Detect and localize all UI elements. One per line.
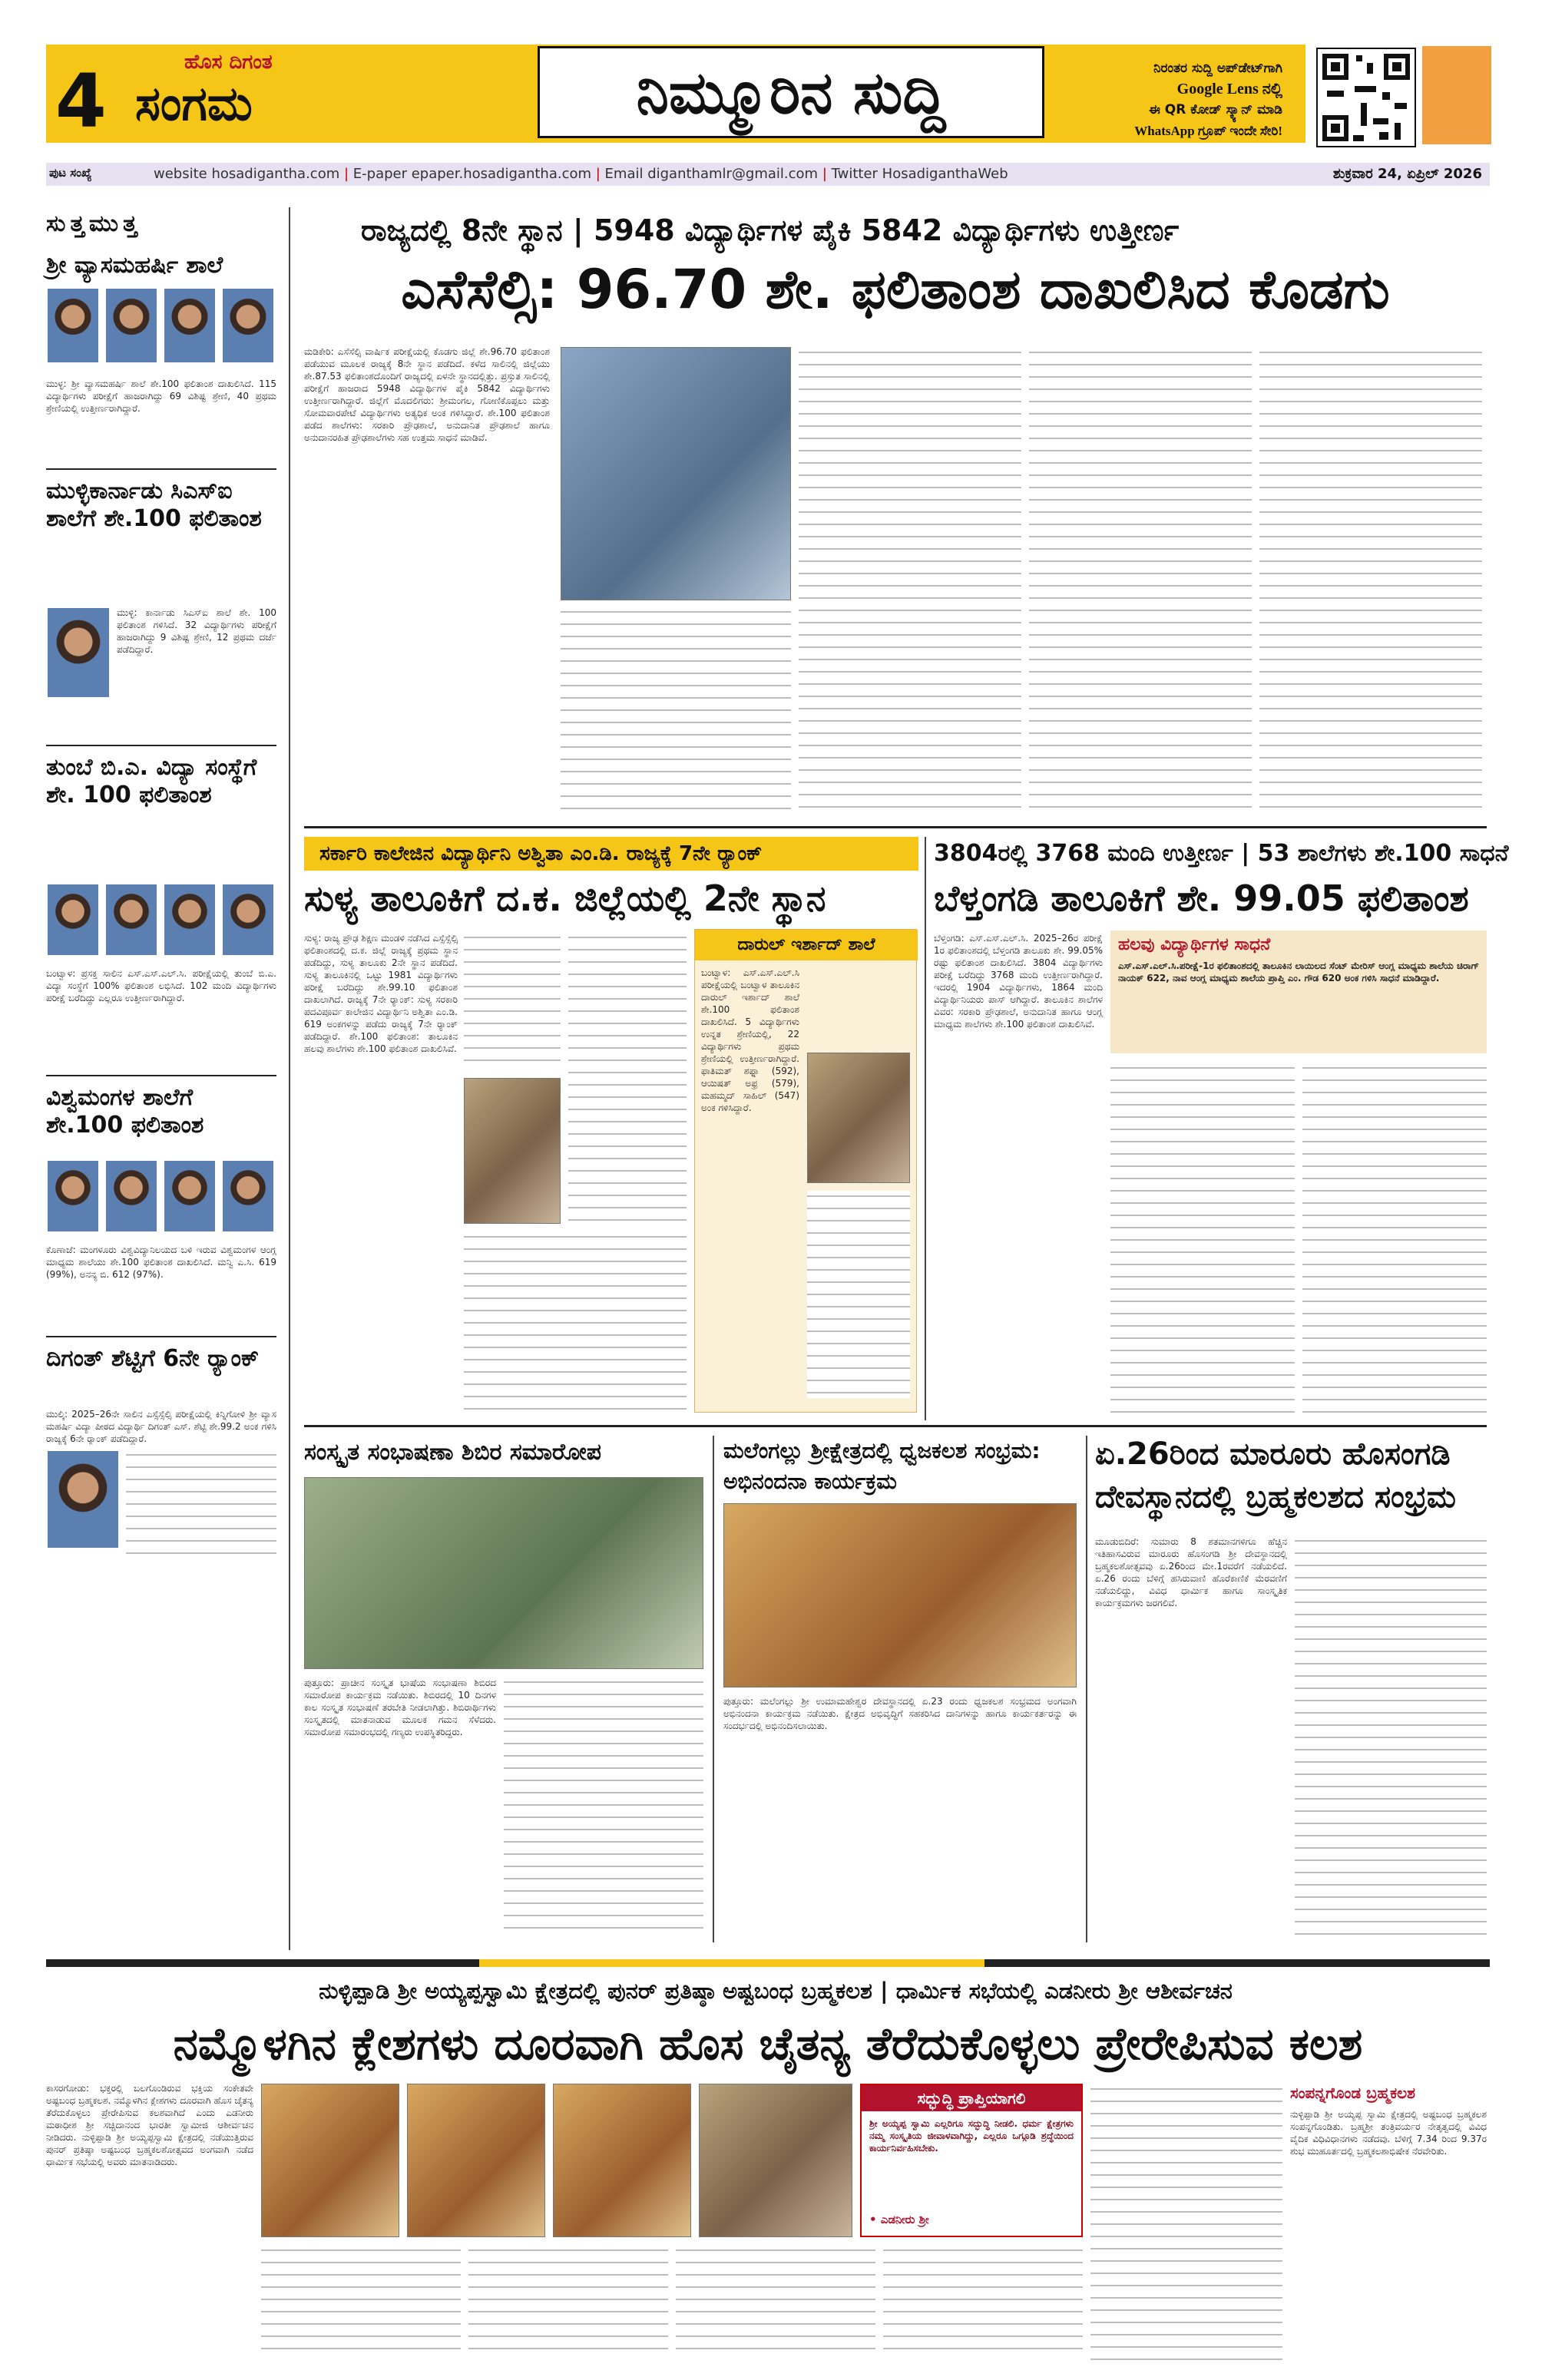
bottom-body-column bbox=[1090, 2084, 1282, 2360]
divider bbox=[46, 1336, 276, 1337]
column-rule bbox=[1086, 1436, 1087, 1942]
bottom-body-column bbox=[468, 2245, 668, 2360]
student-photo bbox=[221, 1159, 275, 1233]
bottom-kicker: ನುಳ್ಳಿಪ್ಪಾಡಿ ಶ್ರೀ ಅಯ್ಯಪ್ಪಸ್ವಾಮಿ ಕ್ಷೇತ್ರದಲ್ಲಿ ಪುನರ್ ಪ್ರತಿಷ್ಠಾ ಅಷ್ಟಬಂಧ ಬ್ರಹ್ಮಕಲಶ | ಧಾರ್ಮಿಕ ಸಭೆಯಲ್ಲಿ ಎಡನೀರು ಶ್ರೀ ಆಶೀರ್ವಚನ bbox=[319, 1978, 1233, 2004]
malengallu-body: ಪುತ್ತೂರು: ಮಲೆಂಗಲ್ಲು ಶ್ರೀ ಉಮಾಮಹೇಶ್ವರ ದೇವಸ್ಥಾನದಲ್ಲಿ ಏ.23 ರಂದು ಧ್ವಜಕಲಶ ಸಂಭ್ರಮದ ಅಂಗವಾಗಿ ಅಭಿನಂದನಾ ಕಾರ್ಯಕ್ರಮ ನಡೆಯಿತು. ಕ್ಷೇತ್ರದ ಅಭಿವೃದ್ಧಿಗೆ ಸಹಕರಿಸಿದ ದಾನಿಗಳನ್ನು ಹಾಗೂ ಕಾರ್ಯಕರ್ತರನ್ನು ಈ ಸಂದರ್ಭದಲ್ಲಿ ಅಭಿನಂದಿಸಲಾಯಿತು. bbox=[723, 1696, 1077, 1731]
sidebar bbox=[46, 207, 276, 1950]
student-photo bbox=[46, 607, 111, 699]
student-photo bbox=[104, 1159, 158, 1233]
qr-line-4: WhatsApp ಗ್ರೂಪ್ ಇಂದೇ ಸೇರಿ! bbox=[1134, 124, 1282, 138]
sidebar-body-2: ಮುಳ್ಳಿ: ಕಾರ್ನಾಡು ಸಿಎಸ್‌ಐ ಶಾಲೆ ಶೇ. 100 ಫಲಿತಾಂಶ ಗಳಿಸಿದೆ. 32 ವಿದ್ಯಾರ್ಥಿಗಳು ಪರೀಕ್ಷೆಗೆ ಹಾಜರಾಗಿದ್ದು 9 ವಿಶಿಷ್ಟ ಶ್ರೇಣಿ, 12 ಪ್ರಥಮ ದರ್ಜೆ ಪಡೆದಿದ್ದಾರೆ. bbox=[117, 607, 276, 655]
lead-headline: ಎಸೆಸೆಲ್ಸಿ: 96.70 ಶೇ. ಫಲಿತಾಂಶ ದಾಖಲಿಸಿದ ಕೊಡಗು bbox=[401, 258, 1390, 321]
student-photo bbox=[46, 1449, 120, 1549]
qr-code[interactable] bbox=[1316, 48, 1416, 147]
info-left-tag: ಪುಟ ಸಂಖ್ಯೆ bbox=[49, 166, 92, 180]
link-separator: | bbox=[822, 166, 832, 182]
sidebar-heading-4: ವಿಶ್ವಮಂಗಳ ಶಾಲೆಗೆ ಶೇ.100 ಫಲಿತಾಂಶ bbox=[46, 1084, 204, 1139]
student-photo bbox=[163, 883, 217, 957]
lead-body-column bbox=[799, 347, 1021, 814]
bottom-headline: ನಮ್ಮೊಳಗಿನ ಕ್ಲೇಶಗಳು ದೂರವಾಗಿ ಹೊಸ ಚೈತನ್ಯ ತೆರೆದುಕೊಳ್ಳಲು ಪ್ರೇರೇಪಿಸುವ ಕಲಶ bbox=[173, 2018, 1363, 2070]
sanskrit-body: ಪುತ್ತೂರು: ಪ್ರಾಚೀನ ಸಂಸ್ಕೃತ ಭಾಷೆಯ ಸಂಭಾಷಣಾ ಶಿಬಿರದ ಸಮಾರೋಪ ಕಾರ್ಯಕ್ರಮ ನಡೆಯಿತು. ಶಿಬಿರದಲ್ಲಿ 10 ದಿನಗಳ ಕಾಲ ಸಂಸ್ಕೃತ ಸಂಭಾಷಣೆ ತರಬೇತಿ ನೀಡಲಾಗಿತ್ತು. ಶಿಬಿರಾರ್ಥಿಗಳು ಸಂಸ್ಕೃತದಲ್ಲಿ ಮಾತನಾಡುವ ಮೂಲಕ ಗಮನ ಸೆಳೆದರು. ಸಮಾರೋಪ ಸಮಾರಂಭದಲ್ಲಿ ಗಣ್ಯರು ಉಪಸ್ಥಿತರಿದ್ದರು. bbox=[304, 1678, 496, 1737]
lead-body-column bbox=[1259, 347, 1482, 814]
bottom-body-column bbox=[676, 2245, 875, 2360]
sub-box-body: ಶ್ರೀ ಅಯ್ಯಪ್ಪ ಸ್ವಾಮಿ ಎಲ್ಲರಿಗೂ ಸದ್ಭುದ್ಧಿ ನೀಡಲಿ. ಧರ್ಮ ಕ್ಷೇತ್ರಗಳು ನಮ್ಮ ಸಂಸ್ಕೃತಿಯ ಜೀವಾಳವಾಗಿದ್ದು, ಎಲ್ಲರೂ ಒಗ್ಗೂಡಿ ಶ್ರದ್ಧೆಯಿಂದ ಕಾರ್ಯನಿರ್ವಹಿಸಬೇಕು. bbox=[869, 2118, 1074, 2154]
student-photo bbox=[163, 1159, 217, 1233]
bottom-photo-2 bbox=[407, 2084, 545, 2237]
section-divider-bar bbox=[46, 1959, 1490, 1967]
bottom-body: ಕಾಸರಗೋಡು: ಭಕ್ತರಲ್ಲಿ ಬಲಗೊಂಡಿರುವ ಭಕ್ತಿಯ ಸಂಕೇತವೇ ಅಷ್ಟಬಂಧ ಬ್ರಹ್ಮಕಲಶ. ನಮ್ಮೊಳಗಿನ ಕ್ಲೇಶಗಳು ದೂರವಾಗಿ ಹೊಸ ಚೈತನ್ಯ ತೆರೆದುಕೊಳ್ಳಲು ಪ್ರೇರೇಪಿಸುವ ಕಲಶವಾಗಿದೆ ಎಂದು ಎಡನೀರು ಮಠಾಧೀಶ ಶ್ರೀ ಸಚ್ಚಿದಾನಂದ ಭಾರತೀ ಸ್ವಾಮೀಜಿ ಆಶೀರ್ವಚನ ನೀಡಿದರು. ನುಳ್ಳಿಪ್ಪಾಡಿ ಶ್ರೀ ಅಯ್ಯಪ್ಪಸ್ವಾಮಿ ಕ್ಷೇತ್ರದಲ್ಲಿ ನಡೆಯುತ್ತಿರುವ ಪುನರ್ ಪ್ರತಿಷ್ಠಾ ಅಷ್ಟಬಂಧ ಬ್ರಹ್ಮಕಲಶೋತ್ಸವದ ಅಂಗವಾಗಿ ನಡೆದ ಧಾರ್ಮಿಕ ಸಭೆಯಲ್ಲಿ ಅವರು ಮಾತನಾಡಿದರು. bbox=[46, 2083, 253, 2167]
darul-body-continued bbox=[807, 1191, 910, 1398]
sullia-topper-photo bbox=[464, 1078, 561, 1224]
toppers-body: ಎಸ್.ಎಸ್.ಎಲ್.ಸಿ.ಪರೀಕ್ಷೆ-1ರ ಫಲಿತಾಂಶದಲ್ಲಿ ತಾಲೂಕಿನ ಲಾಯಿಲದ ಸೆಂಟ್ ಮೇರಿಸ್ ಆಂಗ್ಲ ಮಾಧ್ಯಮ ಶಾಲೆಯ ಚಿರಾಗ್ ನಾಯಕ್ 622, ನಾವ ಆಂಗ್ಲ ಮಾಧ್ಯಮ ಶಾಲೆಯ ಪ್ರಾಪ್ತಿ ಎಂ. ಗೌಡ 620 ಅಂಕ ಗಳಿಸಿ ಸಾಧನೆ ಮಾಡಿದ್ದಾರೆ. bbox=[1118, 960, 1479, 983]
lead-body-column bbox=[1029, 347, 1252, 814]
sanskrit-body-column bbox=[504, 1677, 703, 1938]
qr-line-2: Google Lens ನಲ್ಲಿ bbox=[1176, 81, 1282, 98]
belthangady-kicker: 3804ರಲ್ಲಿ 3768 ಮಂದಿ ಉತ್ತೀರ್ಣ | 53 ಶಾಲೆಗಳು ಶೇ.100 ಸಾಧನೆ bbox=[934, 840, 1509, 867]
epaper-link[interactable]: E-paper epaper.hosadigantha.com bbox=[352, 166, 592, 182]
divider bbox=[46, 468, 276, 470]
sidebar-body-5: ಮುಲ್ಕಿ: 2025–26ನೇ ಸಾಲಿನ ಎಸ್ಸೆಸ್ಸೆಲ್ಸಿ ಪರೀಕ್ಷೆಯಲ್ಲಿ ಕಿನ್ನಿಗೋಳಿ ಶ್ರೀ ವ್ಯಾಸ ಮಹರ್ಷಿ ವಿದ್ಯಾ ಪೀಠದ ವಿದ್ಯಾರ್ಥಿ ದಿಗಂತ್ ಎಸ್. ಶೆಟ್ಟಿ ಶೇ.99.2 ಅಂಕ ಗಳಿಸಿ ರಾಜ್ಯಕ್ಕೆ 6ನೇ ರ್‍ಯಾಂಕ್ ಪಡೆದಿದ್ದಾರೆ. bbox=[46, 1409, 276, 1444]
lead-body: ಮಡಿಕೇರಿ: ಎಸೆಸೆಲ್ಸಿ ವಾರ್ಷಿಕ ಪರೀಕ್ಷೆಯಲ್ಲಿ ಕೊಡಗು ಜಿಲ್ಲೆ ಶೇ.96.70 ಫಲಿತಾಂಶ ಪಡೆಯುವ ಮೂಲಕ ರಾಜ್ಯಕ್ಕೆ 8ನೇ ಸ್ಥಾನ ಪಡೆದಿದೆ. ಕಳೆದ ಸಾಲಿನಲ್ಲಿ ಜಿಲ್ಲೆಯು ಶೇ.87.53 ಫಲಿತಾಂಶದೊಂದಿಗೆ ರಾಜ್ಯದಲ್ಲಿ ಏಳನೇ ಸ್ಥಾನದಲ್ಲಿತ್ತು. ಪ್ರಸ್ತುತ ಸಾಲಿನಲ್ಲಿ ಪರೀಕ್ಷೆಗೆ ಹಾಜರಾದ 5948 ವಿದ್ಯಾರ್ಥಿಗಳ ಪೈಕಿ 5842 ವಿದ್ಯಾರ್ಥಿಗಳು ಉತ್ತೀರ್ಣರಾಗಿದ್ದಾರೆ. ಜಿಲ್ಲೆಗೆ ಮೊದಲಿಗರು: ಶ್ರೀಮಂಗಲ, ಗೋಣಿಕೊಪ್ಪಲು ಮತ್ತು ಸೋಮವಾರಪೇಟೆ ವಿದ್ಯಾರ್ಥಿಗಳು ಅತ್ಯಧಿಕ ಅಂಕ ಗಳಿಸಿದ್ದಾರೆ. ಶೇ.100 ಫಲಿತಾಂಶ ಪಡೆದ ಶಾಲೆಗಳು: ಸರಕಾರಿ ಪ್ರೌಢಶಾಲೆ, ಅನುದಾನಿತ ಪ್ರೌಢಶಾಲೆ ಹಾಗೂ ಅನುದಾನರಹಿತ ಪ್ರೌಢಶಾಲೆಗಳು ಸಹ ಉತ್ತಮ ಸಾಧನೆ ಮಾಡಿವೆ. bbox=[304, 346, 550, 443]
malengallu-event-photo bbox=[723, 1503, 1077, 1687]
student-photos-4 bbox=[46, 1159, 276, 1236]
bottom-photo-3 bbox=[553, 2084, 691, 2237]
student-photo bbox=[163, 287, 217, 364]
column-rule bbox=[925, 837, 926, 1420]
sub-box bbox=[860, 2084, 1083, 2237]
link-separator: | bbox=[343, 166, 353, 182]
sidebar-body-5-continued bbox=[126, 1449, 276, 1557]
link-separator: | bbox=[595, 166, 605, 182]
bottom-body-column bbox=[883, 2245, 1083, 2360]
student-photo bbox=[221, 287, 275, 364]
toppers-heading: ಹಲವು ವಿದ್ಯಾರ್ಥಿಗಳ ಸಾಧನೆ bbox=[1118, 935, 1271, 954]
lead-photo-exam-hall bbox=[561, 347, 791, 600]
darul-box bbox=[694, 929, 917, 1413]
student-photo bbox=[46, 1159, 100, 1233]
sullia-body: ಸುಳ್ಯ: ರಾಜ್ಯ ಪ್ರೌಢ ಶಿಕ್ಷಣ ಮಂಡಳಿ ನಡೆಸಿದ ಎಸ್ಸೆಸ್ಸೆಲ್ಸಿ ಫಲಿತಾಂಶದಲ್ಲಿ ದ.ಕ. ಜಿಲ್ಲೆ ರಾಜ್ಯಕ್ಕೆ ಪ್ರಥಮ ಸ್ಥಾನ ಪಡೆದಿದ್ದು, ಸುಳ್ಯ ತಾಲೂಕು 2ನೇ ಸ್ಥಾನ ಪಡೆದಿದೆ. ಸುಳ್ಯ ತಾಲೂಕಿನಲ್ಲಿ ಒಟ್ಟು 1981 ವಿದ್ಯಾರ್ಥಿಗಳು ಪರೀಕ್ಷೆ ಬರೆದಿದ್ದು ಶೇ.99.10 ಫಲಿತಾಂಶ ದಾಖಲಾಗಿದೆ. ರಾಜ್ಯಕ್ಕೆ 7ನೇ ರ್‍ಯಾಂಕ್: ಸುಳ್ಯ ಸರಕಾರಿ ಪದವಿಪೂರ್ವ ಕಾಲೇಜಿನ ವಿದ್ಯಾರ್ಥಿನಿ ಅಶ್ವಿತಾ ಎಂ.ಡಿ. 619 ಅಂಕಗಳನ್ನು ಪಡೆದು ರಾಜ್ಯಕ್ಕೆ 7ನೇ ರ್‍ಯಾಂಕ್ ಪಡೆದಿದ್ದಾರೆ. ಶೇ.100 ಫಲಿತಾಂಶ: ತಾಲೂಕಿನ ಹಲವು ಶಾಲೆಗಳು ಶೇ.100 ಫಲಿತಾಂಶ ದಾಖಲಿಸಿವೆ. bbox=[304, 933, 458, 1054]
info-links bbox=[154, 166, 1008, 182]
belthangady-headline: ಬೆಳ್ತಂಗಡಿ ತಾಲೂಕಿಗೆ ಶೇ. 99.05 ಫಲಿತಾಂಶ bbox=[934, 878, 1469, 919]
sidebar-body-4: ಕೊಣಾಜೆ: ಮಂಗಳೂರು ವಿಶ್ವವಿದ್ಯಾನಿಲಯದ ಬಳಿ ಇರುವ ವಿಶ್ವಮಂಗಳ ಆಂಗ್ಲ ಮಾಧ್ಯಮ ಶಾಲೆಯು ಶೇ.100 ಫಲಿತಾಂಶ ದಾಖಲಿಸಿದೆ. ಮನ್ವಿ ಎ.ಸಿ. 619 (99%), ಅನನ್ಯ ಬಿ. 612 (97%). bbox=[46, 1245, 276, 1280]
bottom-body-column bbox=[261, 2245, 461, 2360]
darul-student-photo bbox=[807, 1053, 910, 1183]
lead-body-continued bbox=[561, 607, 791, 814]
maruru-headline: ಏ.26ರಿಂದ ಮಾರೂರು ಹೊಸಂಗಡಿ ದೇವಸ್ಥಾನದಲ್ಲಿ ಬ್ರಹ್ಮಕಲಶದ ಸಂಭ್ರಮ bbox=[1095, 1436, 1456, 1515]
twitter-link[interactable]: Twitter HosadiganthaWeb bbox=[831, 166, 1008, 182]
sub-box-heading: ಸದ್ಭುದ್ಧಿ ಪ್ರಾಪ್ತಿಯಾಗಲಿ bbox=[862, 2085, 1081, 2111]
page-number: 4 bbox=[55, 58, 107, 144]
email-link[interactable]: Email diganthamlr@gmail.com bbox=[604, 166, 819, 182]
maruru-body: ಮೂಡುಬಿದಿರೆ: ಸುಮಾರು 8 ಶತಮಾನಗಳಿಗೂ ಹೆಚ್ಚಿನ ಇತಿಹಾಸವಿರುವ ಮಾರೂರು ಹೊಸಂಗಡಿ ಶ್ರೀ ದೇವಸ್ಥಾನದಲ್ಲಿ ಬ್ರಹ್ಮಕಲಶೋತ್ಸವವು ಏ.26ರಿಂದ ಮೇ.1ರವರೆಗೆ ನಡೆಯಲಿದೆ. ಏ.26 ರಂದು ಬೆಳಿಗ್ಗೆ ಹಸಿರುವಾಣಿ ಹೊರೆಕಾಣಿಕೆ ಮೆರವಣಿಗೆ ನಡೆಯಲಿದ್ದು, ವಿವಿಧ ಧಾರ್ಮಿಕ ಹಾಗೂ ಸಾಂಸ್ಕೃತಿಕ ಕಾರ್ಯಕ್ರಮಗಳು ಜರಗಲಿವೆ. bbox=[1095, 1536, 1287, 1608]
student-photo bbox=[46, 287, 100, 364]
sidebar-column-label: ಸುತ್ತಮುತ್ತ bbox=[46, 210, 142, 237]
student-photo bbox=[46, 883, 100, 957]
bottom-photo-4 bbox=[699, 2084, 852, 2237]
darul-body: ಬಂಟ್ವಾಳ: ಎಸ್.ಎಸ್.ಎಲ್.ಸಿ ಪರೀಕ್ಷೆಯಲ್ಲಿ ಬಂಟ್ವಾಳ ತಾಲೂಕಿನ ದಾರುಲ್ ಇರ್ಶಾದ್ ಶಾಲೆ ಶೇ.100 ಫಲಿತಾಂಶ ದಾಖಲಿಸಿದೆ. 5 ವಿದ್ಯಾರ್ಥಿಗಳು ಉನ್ನತ ಶ್ರೇಣಿಯಲ್ಲಿ, 22 ವಿದ್ಯಾರ್ಥಿಗಳು ಪ್ರಥಮ ಶ್ರೇಣಿಯಲ್ಲಿ ಉತ್ತೀರ್ಣರಾಗಿದ್ದಾರೆ. ಫಾತಿಮತ್ ಶಫ್ನಾ (592), ಆಯಿಷತ್ ಅಫ್ರ (579), ಮಹಮ್ಮದ್ ಸಾಹಿಲ್ (547) ಅಂಕ ಗಳಿಸಿದ್ದಾರೆ. bbox=[701, 967, 799, 1113]
divider bbox=[304, 826, 1487, 828]
sanskrit-group-photo bbox=[304, 1477, 703, 1669]
sullia-body-continued bbox=[464, 932, 561, 1070]
bottom-photo-1 bbox=[261, 2084, 399, 2237]
lead-kicker: ರಾಜ್ಯದಲ್ಲಿ 8ನೇ ಸ್ಥಾನ | 5948 ವಿದ್ಯಾರ್ಥಿಗಳ ಪೈಕಿ 5842 ವಿದ್ಯಾರ್ಥಿಗಳು ಉತ್ತೀರ್ಣ bbox=[361, 213, 1180, 247]
sidebar-heading-5: ದಿಗಂತ್ ಶೆಟ್ಟಿಗೆ 6ನೇ ರ್‍ಯಾಂಕ್ bbox=[46, 1345, 260, 1372]
side-body: ನುಳ್ಳಿಪ್ಪಾಡಿ ಶ್ರೀ ಅಯ್ಯಪ್ಪ ಸ್ವಾಮಿ ಕ್ಷೇತ್ರದಲ್ಲಿ ಅಷ್ಟಬಂಧ ಬ್ರಹ್ಮಕಲಶ ಸಂಪನ್ನಗೊಂಡಿತು. ಬ್ರಹ್ಮಶ್ರೀ ತಂತ್ರಿವರ್ಯರ ನೇತೃತ್ವದಲ್ಲಿ ವಿವಿಧ ವೈದಿಕ ವಿಧಿವಿಧಾನಗಳು ನಡೆದವು. ಬೆಳಿಗ್ಗೆ 7.34 ರಿಂದ 9.37ರ ಶುಭ ಮುಹೂರ್ತದಲ್ಲಿ ಬ್ರಹ್ಮಕಲಶಾಭಿಷೇಕ ನೆರವೇರಿತು. bbox=[1290, 2109, 1487, 2157]
darul-heading: ದಾರುಲ್ ಇರ್ಶಾದ್ ಶಾಲೆ bbox=[695, 930, 918, 960]
website-link[interactable]: website hosadigantha.com bbox=[154, 166, 340, 182]
brand-main: ಸಂಗಮ bbox=[135, 75, 253, 131]
sullia-body-column bbox=[464, 1231, 687, 1416]
belthangady-body-column bbox=[1302, 1063, 1487, 1416]
masthead bbox=[0, 0, 1542, 182]
malengallu-headline: ಮಲೆಂಗಲ್ಲು ಶ್ರೀಕ್ಷೇತ್ರದಲ್ಲಿ ಧ್ವಜಕಲಶ ಸಂಭ್ರಮ: ಅಭಿನಂದನಾ ಕಾರ್ಯಕ್ರಮ bbox=[723, 1438, 1041, 1494]
column-rule bbox=[713, 1436, 714, 1942]
sidebar-vertical-rule bbox=[289, 207, 290, 1950]
side-heading: ಸಂಪನ್ನಗೊಂಡ ಬ್ರಹ್ಮಕಲಶ bbox=[1290, 2084, 1415, 2102]
brand-small: ಹೊಸ ದಿಗಂತ bbox=[184, 51, 273, 74]
sullia-kicker: ಸರ್ಕಾರಿ ಕಾಲೇಜಿನ ವಿದ್ಯಾರ್ಥಿನಿ ಅಶ್ವಿತಾ ಎಂ.ಡಿ. ರಾಜ್ಯಕ್ಕೆ 7ನೇ ರ್‍ಯಾಂಕ್ bbox=[304, 837, 918, 871]
sullia-headline: ಸುಳ್ಯ ತಾಲೂಕಿಗೆ ದ.ಕ. ಜಿಲ್ಲೆಯಲ್ಲಿ 2ನೇ ಸ್ಥಾನ bbox=[304, 878, 826, 919]
student-photos-3 bbox=[46, 883, 276, 960]
divider bbox=[46, 1075, 276, 1076]
belthangady-body: ಬೆಳ್ತಂಗಡಿ: ಎಸ್.ಎಸ್.ಎಲ್.ಸಿ. 2025–26ರ ಪರೀಕ್ಷೆ 1ರ ಫಲಿತಾಂಶದಲ್ಲಿ ಬೆಳ್ತಂಗಡಿ ತಾಲೂಕು ಶೇ. 99.05% ರಷ್ಟು ಫಲಿತಾಂಶ ದಾಖಲಿಸಿದೆ. 3804 ವಿದ್ಯಾರ್ಥಿಗಳು ಪರೀಕ್ಷೆ ಬರೆದಿದ್ದು 3768 ಮಂದಿ ಉತ್ತೀರ್ಣರಾಗಿದ್ದಾರೆ. ಇದರಲ್ಲಿ 1904 ವಿದ್ಯಾರ್ಥಿಗಳು, 1864 ಮಂದಿ ವಿದ್ಯಾರ್ಥಿನಿಯರು ಪಾಸ್ ಆಗಿದ್ದಾರೆ. ತಾಲೂಕಿನ ಶಾಲೆಗಳ ವಿವರ: ಸರಕಾರಿ ಪ್ರೌಢಶಾಲೆ, ಅನುದಾನಿತ ಹಾಗೂ ಆಂಗ್ಲ ಮಾಧ್ಯಮ ಶಾಲೆಗಳು ಶೇ.100 ಫಲಿತಾಂಶ ದಾಖಲಿಸಿವೆ. bbox=[934, 933, 1103, 1030]
masthead-title: ನಿಮ್ಮೂರಿನ ಸುದ್ದಿ bbox=[538, 46, 1044, 138]
sullia-body-column bbox=[568, 932, 687, 1224]
sidebar-heading-1: ಶ್ರೀ ವ್ಯಾಸಮಹರ್ಷಿ ಶಾಲೆ bbox=[46, 252, 223, 279]
sidebar-body-1: ಮುಳ್ಳ: ಶ್ರೀ ವ್ಯಾಸಮಹರ್ಷಿ ಶಾಲೆ ಶೇ.100 ಫಲಿತಾಂಶ ದಾಖಲಿಸಿದೆ. 115 ವಿದ್ಯಾರ್ಥಿಗಳು ಪರೀಕ್ಷೆಗೆ ಹಾಜರಾಗಿದ್ದು 69 ವಿಶಿಷ್ಟ ಶ್ರೇಣಿ, 40 ಪ್ರಥಮ ಶ್ರೇಣಿಯಲ್ಲಿ ಉತ್ತೀರ್ಣರಾಗಿದ್ದಾರೆ. bbox=[46, 378, 276, 414]
sanskrit-headline: ಸಂಸ್ಕೃತ ಸಂಭಾಷಣಾ ಶಿಬಿರ ಸಮಾರೋಪ bbox=[304, 1439, 601, 1466]
issue-date: ಶುಕ್ರವಾರ 24, ಏಪ್ರಿಲ್ 2026 bbox=[1332, 166, 1482, 182]
student-photo bbox=[221, 883, 275, 957]
divider bbox=[304, 1425, 1487, 1427]
qr-line-1: ನಿರಂತರ ಸುದ್ದಿ ಅಪ್‌ಡೇಟ್‌ಗಾಗಿ bbox=[1153, 61, 1282, 76]
qr-line-3: ಈ QR ಕೋಡ್ ಸ್ಕ್ಯಾನ್ ಮಾಡಿ bbox=[1149, 102, 1282, 117]
student-photos-1 bbox=[46, 287, 276, 370]
qr-caption bbox=[1052, 58, 1282, 141]
belthangady-body-column bbox=[1110, 1063, 1295, 1416]
toppers-box bbox=[1110, 931, 1487, 1053]
divider bbox=[46, 745, 276, 746]
sidebar-body-3: ಬಂಟ್ವಾಳ: ಪ್ರಸಕ್ತ ಸಾಲಿನ ಎಸ್.ಎಸ್.ಎಲ್.ಸಿ. ಪರೀಕ್ಷೆಯಲ್ಲಿ ತುಂಬೆ ಬಿ.ಎ. ವಿದ್ಯಾ ಸಂಸ್ಥೆಗೆ 100% ಫಲಿತಾಂಶ ಲಭಿಸಿದೆ. 102 ಮಂದಿ ವಿದ್ಯಾರ್ಥಿಗಳು ಪರೀಕ್ಷೆ ಬರೆದಿದ್ದು ಎಲ್ಲರೂ ಉತ್ತೀರ್ಣರಾಗಿದ್ದಾರೆ. bbox=[46, 968, 276, 1003]
sub-box-byline: • ಎಡನೀರು ಶ್ರೀ bbox=[869, 2213, 929, 2226]
student-photo bbox=[104, 287, 158, 364]
student-photo bbox=[104, 883, 158, 957]
maruru-body-column bbox=[1295, 1535, 1487, 1938]
sidebar-heading-2: ಮುಳ್ಳಿಕಾರ್ನಾಡು ಸಿಎಸ್‌ಐ ಶಾಲೆಗೆ ಶೇ.100 ಫಲಿತಾಂಶ bbox=[46, 478, 262, 532]
sidebar-heading-3: ತುಂಬೆ ಬಿ.ಎ. ವಿದ್ಯಾ ಸಂಸ್ಥೆಗೆ ಶೇ. 100 ಫಲಿತಾಂಶ bbox=[46, 754, 257, 808]
masthead-orange-block bbox=[1422, 46, 1491, 144]
